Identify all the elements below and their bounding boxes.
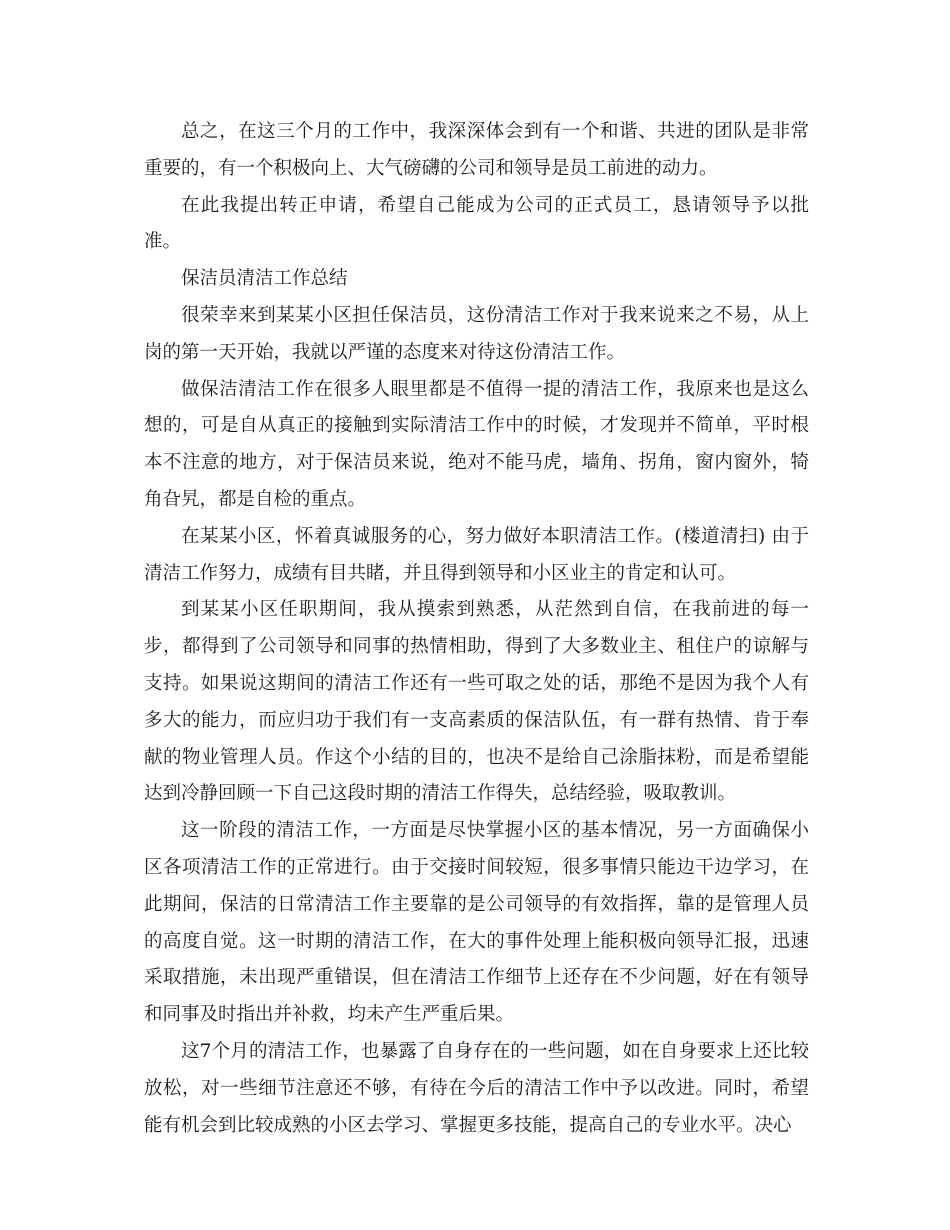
paragraph-conclusion: 总之，在这三个月的工作中，我深深体会到有一个和谐、共进的团队是非常重要的，有一个积极向上、大气磅礴的公司和领导是员工前进的动力。 [144,121,809,179]
paragraph-stage: 这一阶段的清洁工作，一方面是尽快掌握小区的基本情况，另一方面确保小区各项清洁工作的正常进行。由于交接时间较短，很多事情只能边干边学习，在此期间，保洁的日常清洁工作主要靠的是公司领导的有效指挥，靠的是管理人员的高度自觉。这一时期的清洁工作，在大的事件处理上能积极向领导汇报，迅速采取措施，未出现严重错误，但在清洁工作细节上还存在不少问题，好在有领导和同事及时指出并补救，均未产生严重后果。 [144,820,809,1026]
paragraph-service: 在某某小区，怀着真诚服务的心，努力做好本职清洁工作。(楼道清扫) 由于清洁工作努力，成绩有目共睹，并且得到领导和小区业主的肯定和认可。 [144,525,809,584]
paragraph-cleaning-work: 做保洁清洁工作在很多人眼里都是不值得一提的清洁工作，我原来也是这么想的，可是自从真正的接触到实际清洁工作中的时候，才发现并不简单，平时根本不注意的地方，对于保洁员来说，绝对不能马虎，墙角、拐角，窗内窗外，犄角旮旯，都是自检的重点。 [144,378,809,510]
paragraph-tenure: 到某某小区任职期间，我从摸索到熟悉，从茫然到自信，在我前进的每一步，都得到了公司领导和同事的热情相助，得到了大多数业主、租住户的谅解与支持。如果说这期间的清洁工作还有一些可取之处的话，那绝不是因为我个人有多大的能力，而应归功于我们有一支高素质的保洁队伍，有一群有热情、肯于奉献的物业管理人员。作这个小结的目的，也决不是给自己涂脂抹粉，而是希望能达到冷静回顾一下自己这段时期的清洁工作得失，总结经验，吸取教训。 [144,599,809,805]
paragraph-application: 在此我提出转正申请，希望自己能成为公司的正式员工，恳请领导予以批准。 [144,194,809,253]
section-heading: 保洁员清洁工作总结 [181,268,348,290]
paragraph-problems: 这7个月的清洁工作，也暴露了自身存在的一些问题，如在自身要求上还比较放松，对一些细节注意还不够，有待在今后的清洁工作中予以改进。同时，希望能有机会到比较成熟的小区去学习、掌握更多技能，提高自己的专业水平。决心 [144,1040,809,1136]
document-body [144,114,809,1144]
paragraph-intro: 很荣幸来到某某小区担任保洁员，这份清洁工作对于我来说来之不易，从上岗的第一天开始，我就以严谨的态度来对待这份清洁工作。 [144,304,809,363]
